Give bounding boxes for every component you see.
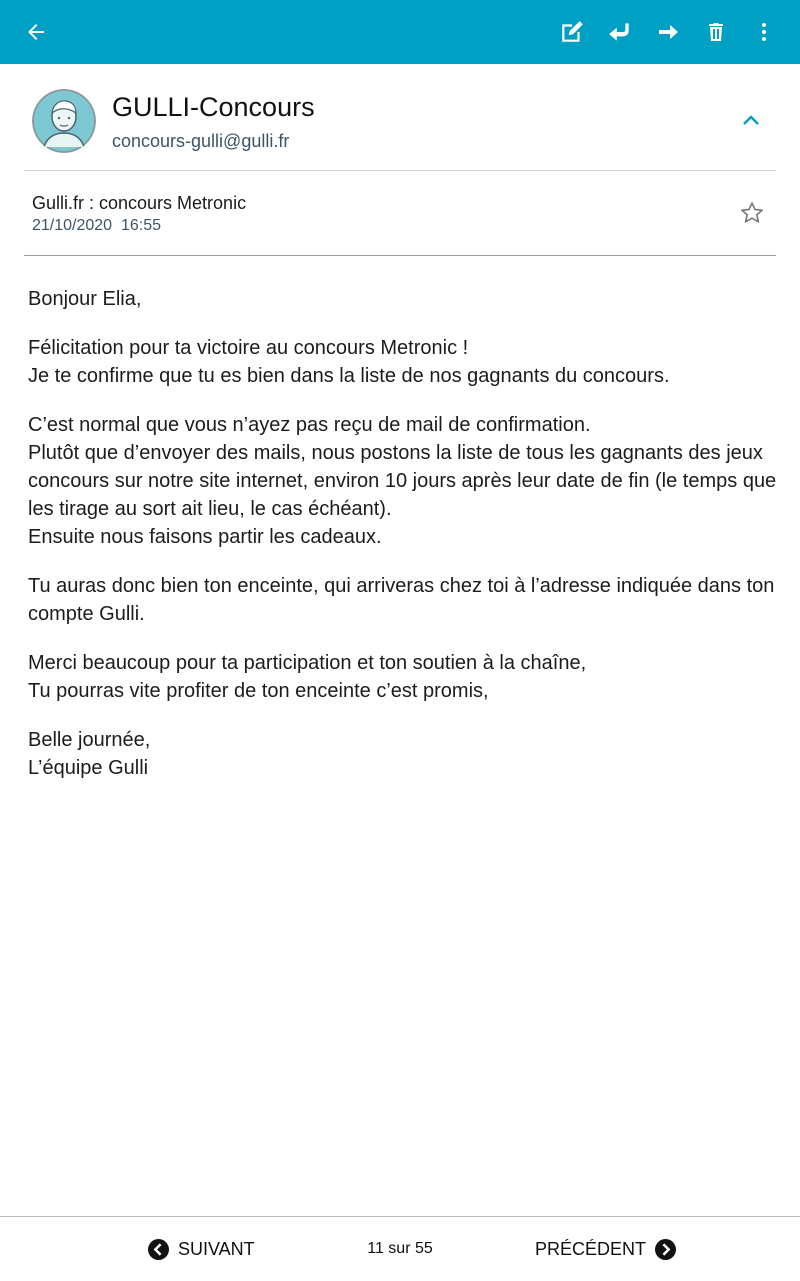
body-paragraph [28,726,780,782]
body-paragraph [28,285,780,313]
collapse-header-button[interactable] [730,102,772,138]
body-line: Plutôt que d’envoyer des mails, nous postons la liste de tous les gagnants des jeux concours sur notre site internet, environ 10 jours après leur date de fin (le temps que les tirage au sort ait lieu, le cas échéant). [28,442,777,520]
body-paragraph [28,334,780,390]
body-line: Ensuite nous faisons partir les cadeaux. [28,526,382,548]
more-vert-icon [752,20,776,44]
forward-icon [656,20,680,44]
reply-icon [607,19,633,45]
body-paragraph [28,411,780,551]
forward-button[interactable] [644,0,692,64]
previous-button[interactable] [535,1217,676,1281]
body-line: Belle journée, [28,729,151,751]
star-button[interactable] [736,198,768,228]
previous-label: PRÉCÉDENT [535,1238,647,1259]
chevron-left-circle-icon [148,1239,169,1260]
email-datetime [32,217,161,235]
body-line: Je te confirme que tu es bien dans la liste de nos gagnants du concours. [28,365,670,387]
delete-button[interactable] [692,0,740,64]
body-line: Merci beaucoup pour ta participation et ton soutien à la chaîne, [28,652,587,674]
next-label: SUIVANT [178,1238,255,1259]
star-outline-icon [739,200,765,226]
divider [24,170,776,171]
avatar[interactable] [32,89,96,153]
body-line: Félicitation pour ta victoire au concours Metronic ! [28,337,469,359]
back-button[interactable] [12,0,60,64]
edit-icon [559,19,585,45]
email-date: 21/10/2020 [32,217,113,234]
delete-icon [704,20,728,44]
body-line: C’est normal que vous n’ayez pas reçu de mail de confirmation. [28,414,591,436]
more-options-button[interactable] [740,0,788,64]
sender-header [0,64,800,170]
body-paragraph [28,572,780,628]
top-toolbar [0,0,800,64]
footer-navigation [0,1216,800,1281]
page-indicator: 11 sur 55 [367,1240,433,1257]
person-avatar-icon [32,89,96,153]
email-body [28,285,780,803]
body-line: Bonjour Elia, [28,288,142,310]
body-line: L’équipe Gulli [28,757,149,779]
divider [24,255,776,256]
body-line: Tu auras donc bien ton enceinte, qui arriveras chez toi à l’adresse indiquée dans ton compte Gulli. [28,575,775,625]
back-arrow-icon [24,20,48,44]
next-button[interactable] [148,1217,255,1281]
body-paragraph [28,649,780,705]
edit-button[interactable] [548,0,596,64]
email-time: 16:55 [120,217,162,234]
reply-button[interactable] [596,0,644,64]
body-line: Tu pourras vite profiter de ton enceinte c’est promis, [28,680,489,702]
chevron-right-circle-icon [655,1239,676,1260]
sender-name: GULLI-Concours [112,92,315,122]
email-subject: Gulli.fr : concours Metronic [32,193,247,213]
sender-email[interactable]: concours-gulli@gulli.fr [112,131,290,151]
chevron-up-icon [741,113,761,127]
